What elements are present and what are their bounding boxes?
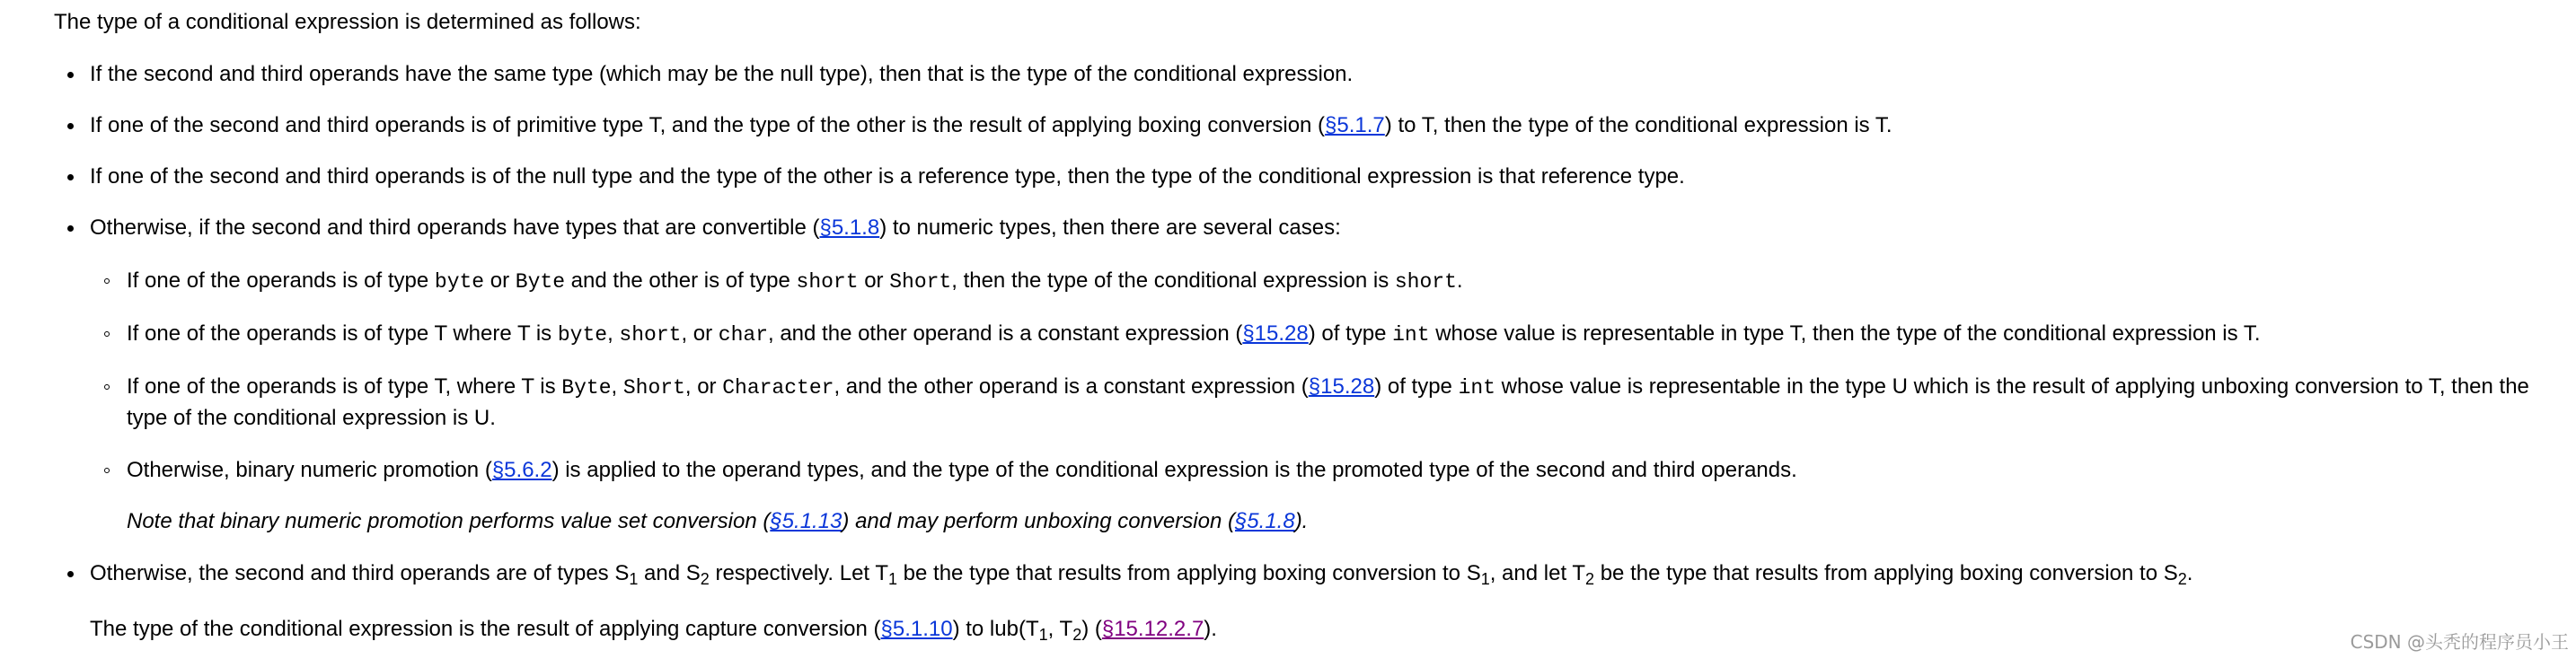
- link-15-28[interactable]: §15.28: [1308, 374, 1375, 399]
- link-5-6-2[interactable]: §5.6.2: [491, 458, 552, 482]
- sub-bullet-marker: [104, 468, 110, 473]
- sublist-item-constant-boxed-continued: type of the conditional expression is U.: [127, 406, 496, 430]
- sub-bullet-marker: [104, 384, 110, 390]
- sub-bullet-marker: [104, 331, 110, 337]
- sublist-item-byte-short: If one of the operands is of type byte or Byte and the other is of type short or Short, then the type of the conditional expression is short.: [127, 268, 1463, 294]
- link-5-1-7[interactable]: §5.1.7: [1325, 113, 1385, 137]
- list-item-same-type: If the second and third operands have the same type (which may be the null type), then that is the type of the conditional expression.: [90, 62, 1354, 86]
- sublist-item-binary-promotion: Otherwise, binary numeric promotion (§5.6.2) is applied to the operand types, and the type of the conditional expression is the promoted type of the second and third operands.: [127, 458, 1797, 482]
- note-paragraph: Note that binary numeric promotion performs value set conversion (§5.1.13) and may perform unboxing conversion (§5.1.8).: [127, 509, 1309, 533]
- link-15-12-2-7[interactable]: §15.12.2.7: [1101, 617, 1204, 641]
- final-paragraph: The type of the conditional expression is the result of applying capture conversion (§5.1.10) to $lub(T_1$, $T_2$) (§15.12.2.7).: [90, 617, 1217, 644]
- link-5-1-13[interactable]: §5.1.13: [770, 509, 842, 533]
- bullet-marker: [67, 571, 74, 577]
- watermark: CSDN @头秃的程序员小王: [2350, 631, 2569, 653]
- sublist-item-constant-primitive: If one of the operands is of type T where T is byte, short, or char, and the other operand is a constant expression (§15.28) of type int whose value is representable in type T, then the type of the conditional expression is T.: [127, 321, 2261, 347]
- link-15-28[interactable]: §15.28: [1242, 321, 1309, 346]
- list-item-null-type: If one of the second and third operands is of the null type and the type of the other is a reference type, then the type of the conditional expression is that reference type.: [90, 164, 1685, 189]
- link-5-1-8[interactable]: §5.1.8: [1234, 509, 1295, 533]
- bullet-marker: [67, 72, 74, 78]
- list-item-numeric: Otherwise, if the second and third operands have types that are convertible (§5.1.8) to numeric types, then there are several cases:: [90, 215, 1341, 240]
- bullet-marker: [67, 225, 74, 232]
- sub-bullet-marker: [104, 278, 110, 284]
- sublist-item-constant-boxed: If one of the operands is of type T, where T is Byte, Short, or Character, and the other operand is a constant expression (§15.28) of type int whose value is representable in the type U which is the result of applying unboxing conversion to T, then the: [127, 374, 2529, 400]
- link-5-1-8[interactable]: §5.1.8: [819, 215, 880, 240]
- bullet-marker: [67, 123, 74, 129]
- intro-paragraph: The type of a conditional expression is determined as follows:: [54, 10, 641, 34]
- bullet-marker: [67, 174, 74, 180]
- link-5-1-10[interactable]: §5.1.10: [880, 617, 953, 641]
- list-item-primitive-boxing: If one of the second and third operands is of primitive type T, and the type of the other is the result of applying boxing conversion (§5.1.7) to T, then the type of the conditional expression is T.: [90, 113, 1892, 137]
- list-item-otherwise-boxing: Otherwise, the second and third operands are of types $S_1$ and $S_2$ respectively. Let $T_1$ be the type that results from applying boxing conversion to $S_1$, and let $T_2$ be the type that results from applying boxing conversion to $S_2$.: [90, 561, 2193, 588]
